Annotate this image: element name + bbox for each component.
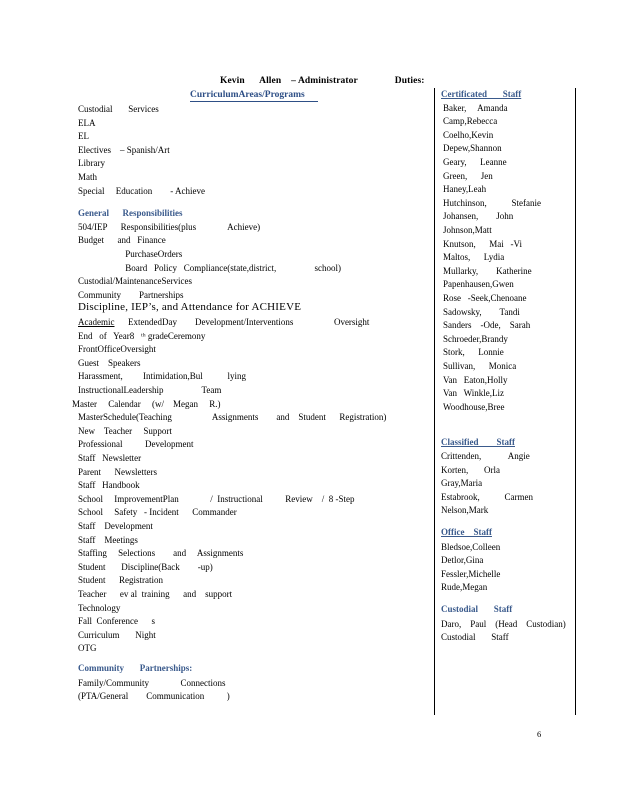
staff-name: Schroeder,Brandy [443,333,508,344]
staff-name: Custodial Staff [441,632,509,643]
staff-name: Depew,Shannon [443,143,502,154]
responsibility-item: Staff Newsletter [78,453,142,463]
responsibility-item: InstructionalLeadership Team [78,385,222,395]
staff-name: Green, Jen [443,170,493,181]
staff-name: Stork, Lonnie [443,347,504,358]
responsibility-item: New Teacher Support [78,425,172,436]
responsibility-item: Technology [78,602,121,613]
responsibility-item: Professional Development [78,439,194,450]
page-number: 6 [537,729,542,739]
community-item: (PTA/General Communication ) [78,691,230,702]
responsibility-item: Board Policy Compliance(state,district, school) [78,262,341,273]
staff-name: Knutson, Mai -Vi [443,238,522,249]
discipline-iep-achieve-line: Discipline, IEP’s, and Attendance for ACHIEVE [78,301,302,314]
academic-item-rest: ExtendedDay Development/Interventions Oversight [114,317,370,327]
curriculum-item: EL [78,131,89,142]
curriculum-item: ELA [78,117,96,128]
staff-name: Sadowsky, Tandi [443,306,520,317]
custodial-staff-heading: Custodial Staff [441,604,513,614]
responsibility-item: OTG [78,643,97,654]
staff-name: Camp,Rebecca [443,116,498,127]
responsibility-item: PurchaseOrders [78,249,183,259]
curriculum-item: Special Education - Achieve [78,185,205,196]
staff-name: Detlor,Gina [441,555,484,566]
academic-extended-day-item [78,316,369,328]
staff-name: Nelson,Mark [441,505,489,516]
curriculum-areas-heading: CurriculumAreas/Programs [190,90,318,102]
staff-name: Crittenden, Angie [441,451,530,461]
office-staff-heading: Office Staff [441,527,492,537]
staff-name: Johansen, John [443,211,514,222]
page-title: Kevin Allen – Administrator Duties: [220,76,425,86]
responsibility-item: Staff Meetings [78,534,138,545]
staff-name: Bledsoe,Colleen [441,541,501,552]
responsibility-item: End of Year8 ᵗʰ gradeCeremony [78,330,206,341]
curriculum-item: Library [78,158,105,169]
column-divider-right [575,88,576,715]
responsibility-item: Staffing Selections and Assignments [78,548,244,559]
responsibility-item: Guest Speakers [78,357,141,368]
community-item: Family/Community Connections [78,677,226,688]
classified-staff-heading: Classified Staff [441,437,515,448]
curriculum-item: Custodial Services [78,104,159,114]
staff-name: Mullarky, Katherine [443,265,532,276]
staff-name: Woodhouse,Bree [443,401,505,412]
staff-name: Haney,Leah [443,184,487,195]
staff-name: Hutchinson, Stefanie [443,197,541,208]
responsibility-item: Staff Handbook [78,480,140,491]
column-divider-left [434,88,435,715]
staff-name: Johnson,Matt [443,225,492,235]
responsibility-item: Harassment, Intimidation,Bul lying [78,371,246,382]
staff-name: Sullivan, Monica [443,361,517,371]
staff-name: Korten, Orla [441,464,500,475]
responsibility-item: FrontOfficeOversight [78,344,156,355]
responsibility-item: Student Discipline(Back -up) [78,561,213,572]
responsibility-item: Community Partnerships [78,289,184,300]
curriculum-item: Math [78,172,97,182]
certificated-staff-heading: Certificated Staff [441,89,522,99]
curriculum-item: Electives – Spanish/Art [78,144,170,155]
general-responsibilities-heading: General Responsibilities [78,208,183,219]
staff-name: Van Winkle,Liz [443,388,504,399]
responsibility-item: MasterSchedule(Teaching Assignments and Student Registration) [78,412,387,423]
academic-underlined-word: Academic [78,317,115,327]
staff-name: Daro, Paul (Head Custodian) [441,618,566,629]
responsibility-item: Custodial/MaintenanceServices [78,276,192,287]
staff-name: Sanders -Ode, Sarah [443,320,531,331]
responsibility-item: Student Registration [78,575,163,586]
responsibility-item: Parent Newsletters [78,466,157,477]
staff-name: Gray,Maria [441,478,483,489]
community-partnerships-heading: Community Partnerships: [78,663,193,673]
responsibility-item: Staff Development [78,521,153,531]
staff-name: Rude,Megan [441,582,488,593]
staff-name: Geary, Leanne [443,157,507,167]
staff-name: Maltos, Lydia [443,252,505,263]
staff-name: Van Eaton,Holly [443,374,508,385]
responsibility-item: Curriculum Night [78,629,156,640]
staff-name: Papenhausen,Gwen [443,279,514,290]
staff-name: Rose -Seek,Chenoane [443,293,527,303]
staff-name: Baker, Amanda [443,102,508,113]
responsibility-item: School Safety - Incident Commander [78,507,237,518]
responsibility-item: School ImprovementPlan / Instructional Review / 8 -Step [78,493,355,504]
staff-name: Estabrook, Carmen [441,491,533,502]
responsibility-item: Master Calendar (w/ Megan R.) [72,398,221,409]
staff-name: Coelho,Kevin [443,129,494,140]
responsibility-item: Budget and Finance [78,235,166,246]
responsibility-item: Fall Conference s [78,616,155,627]
staff-name: Fessler,Michelle [441,568,501,579]
responsibility-item: Teacher ev al training and support [78,589,233,599]
responsibility-item: 504/IEP Responsibilities(plus Achieve) [78,221,261,232]
